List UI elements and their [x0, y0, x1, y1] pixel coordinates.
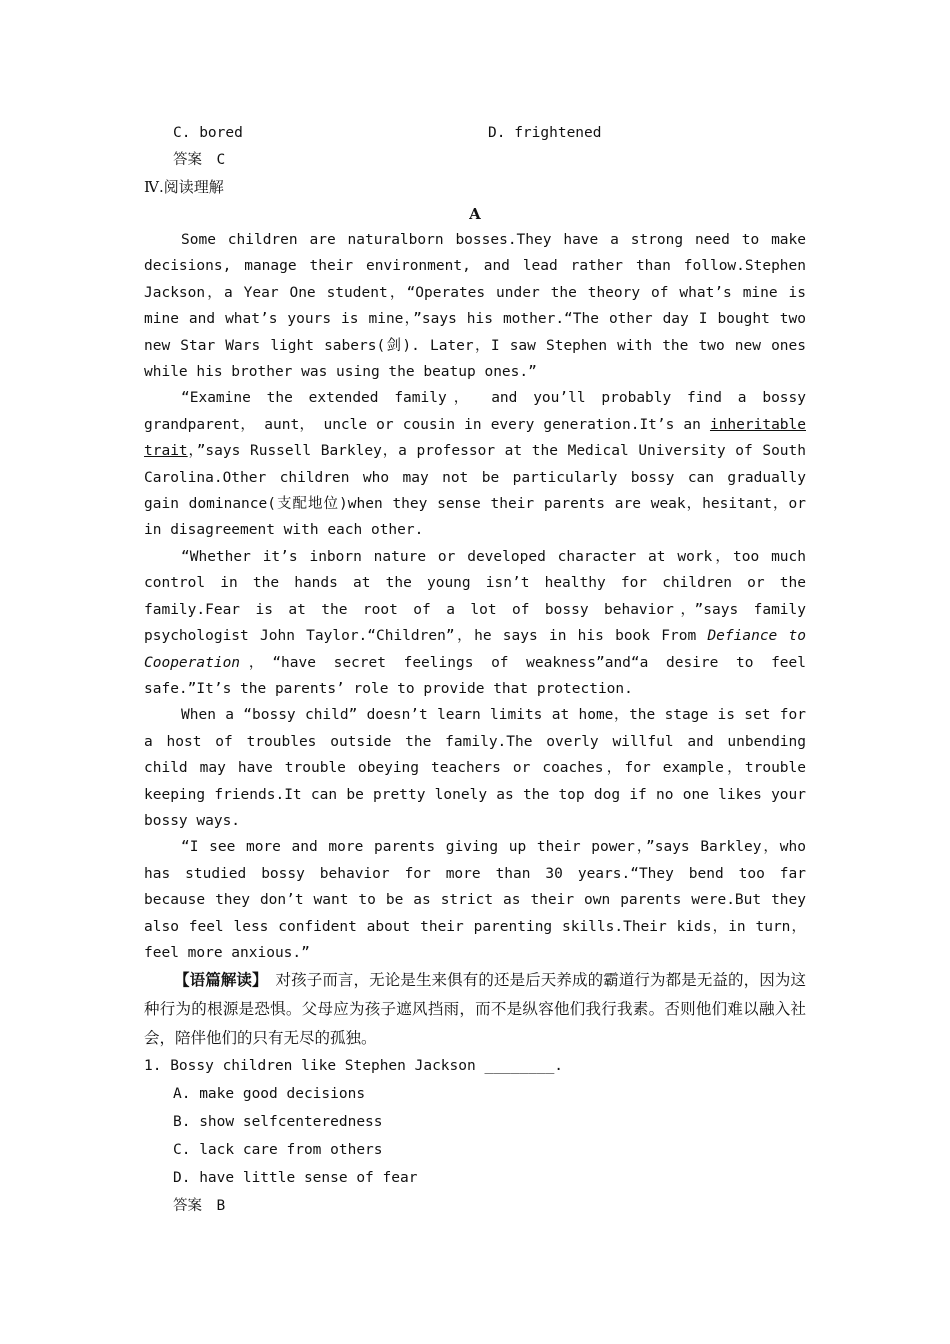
- question-option-a: A. make good decisions: [173, 1086, 366, 1103]
- previous-question-options: [144, 120, 806, 147]
- question-option-d: D. have little sense of fear: [173, 1170, 418, 1187]
- analysis-paragraph: 【语篇解读】 对孩子而言，无论是生来俱有的还是后天养成的霸道行为都是无益的，因为这种行为的根源是恐惧。父母应为孩子遮风挡雨，而不是纵容他们我行我素。否则他们难以融入社会，陪伴他们的只有无尽的孤独。: [144, 970, 806, 1047]
- paragraph-3: “Whether it’s inborn nature or developed character at work，too much control in the hands at the young isn’t healthy for children or the family.Fear is at the root of a lot of bossy behavior，”says family psychologist John Taylor.“Children”，he says in his book From Defiance to Cooperation，“have secret feelings of weakness”and“a desire to feel safe.”It’s the parents’ role to provide that protection.: [144, 548, 806, 697]
- option-c: C. bored: [173, 125, 243, 141]
- paragraph-2: “Examine the extended family， and you’ll probably find a bossy grandparent， aunt， uncle or cousin in every generation.It’s an inheritable trait，”says Russell Barkley，a professor at the Medical University of South Carolina.Other children who may not be particularly bossy can gradually gain dominance(支配地位)when they sense their parents are weak，hesitant，or in disagreement with each other.: [144, 390, 806, 539]
- book-title: Defiance to Cooperation: [144, 628, 806, 671]
- option-d: D. frightened: [488, 125, 602, 141]
- passage-letter: A: [469, 205, 481, 223]
- paragraph-1: Some children are naturalborn bosses.They have a strong need to make decisions, manage their environment, and lead rather than follow.Stephen Jackson，a Year One student，“Operates under the theory of what’s mine is mine and what’s yours is mine，”says his mother.“The other day I bought two new Star Wars light sabers(剑). Later，I saw Stephen with the two new ones while his brother was using the beatup ones.”: [144, 232, 806, 381]
- document-page: [144, 120, 806, 1220]
- analysis-tag: 【语篇解读】: [174, 970, 260, 990]
- question-option-c: C. lack care from others: [173, 1142, 383, 1159]
- question-answer: 答案 B: [173, 1198, 226, 1215]
- previous-answer: 答案 C: [173, 152, 226, 168]
- underlined-phrase: inheritable trait: [144, 416, 806, 460]
- paragraph-4: When a “bossy child” doesn’t learn limits at home，the stage is set for a host of troubles outside the family.The overly willful and unbending child may have trouble obeying teachers or coaches，for example，trouble keeping friends.It can be pretty lonely as the top dog if no one likes your bossy ways.: [144, 707, 806, 829]
- question-option-b: B. show selfcenteredness: [173, 1114, 383, 1131]
- question-stem: 1. Bossy children like Stephen Jackson ________.: [144, 1058, 564, 1075]
- section-heading: Ⅳ.阅读理解: [144, 178, 224, 196]
- paragraph-5: “I see more and more parents giving up their power，”says Barkley，who has studied bossy behavior for more than 30 years.“They bend too far because they don’t want to be as strict as their own parents were.But they also feel less confident about their parenting skills.Their kids，in turn，feel more anxious.”: [144, 839, 806, 961]
